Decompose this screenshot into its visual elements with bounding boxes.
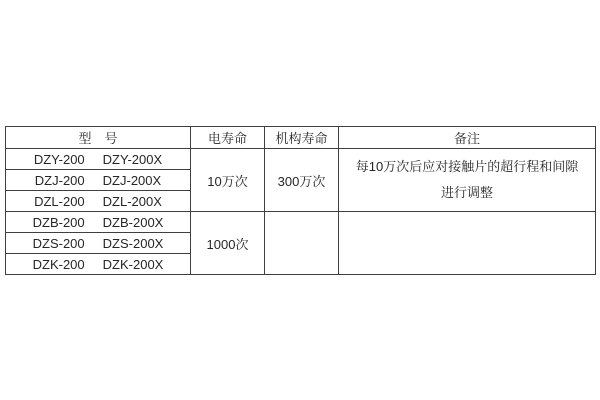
model-cell <box>6 212 191 233</box>
electrical-life-cell-group2: 1000次 <box>191 212 265 275</box>
relay-life-spec-table <box>5 126 596 275</box>
model-name-variant: DZS-200X <box>102 235 164 251</box>
model-name: DZL-200 <box>34 193 85 209</box>
model-name-variant: DZL-200X <box>102 193 162 209</box>
model-name: DZK-200 <box>32 256 85 272</box>
model-name: DZJ-200 <box>34 172 85 188</box>
header-remarks: 备注 <box>339 127 596 149</box>
header-model: 型 号 <box>6 127 191 149</box>
model-name-variant: DZK-200X <box>102 256 164 272</box>
remarks-cell-group2 <box>339 212 596 275</box>
table-header-row <box>6 127 596 149</box>
mechanism-life-cell-group1: 300万次 <box>265 149 339 212</box>
model-name-variant: DZJ-200X <box>102 172 162 188</box>
table-row <box>6 212 596 233</box>
table-row <box>6 149 596 170</box>
model-name: DZB-200 <box>32 214 85 230</box>
model-name: DZS-200 <box>32 235 85 251</box>
model-name-variant: DZY-200X <box>102 151 163 167</box>
electrical-life-cell-group1: 10万次 <box>191 149 265 212</box>
remark-line-2: 进行调整 <box>440 185 493 200</box>
model-cell <box>6 254 191 275</box>
model-cell <box>6 191 191 212</box>
mechanism-life-cell-group2 <box>265 212 339 275</box>
model-cell <box>6 233 191 254</box>
remarks-cell-group1 <box>339 149 596 212</box>
model-cell <box>6 170 191 191</box>
remark-line-1: 每10万次后应对接触片的超行程和间隙 <box>355 159 579 174</box>
model-name: DZY-200 <box>33 151 85 167</box>
header-mechanism-life: 机构寿命 <box>265 127 339 149</box>
model-name-variant: DZB-200X <box>102 214 164 230</box>
header-electrical-life: 电寿命 <box>191 127 265 149</box>
model-cell <box>6 149 191 170</box>
